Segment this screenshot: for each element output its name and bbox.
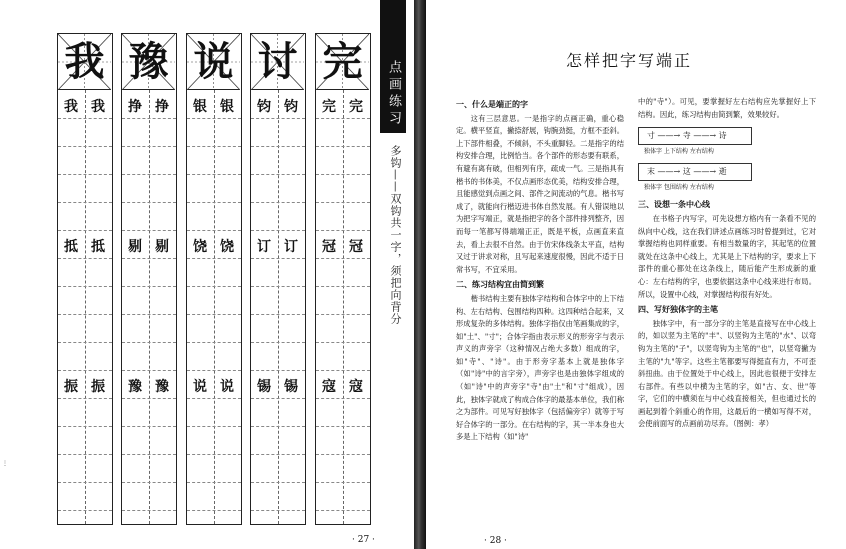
practice-char: 完	[322, 99, 336, 115]
grid-row-line	[58, 510, 112, 511]
practice-char: 说	[220, 379, 234, 395]
grid-row-line	[122, 118, 176, 119]
grid-row-line	[58, 146, 112, 147]
practice-char: 豫	[155, 379, 169, 395]
grid-row-line	[58, 286, 112, 287]
practice-char: 锡	[257, 379, 271, 395]
grid-row-line	[316, 482, 370, 483]
grid-row-line	[316, 174, 370, 175]
structure-diagram-2-caption: 独体字 包围结构 左右结构	[644, 183, 714, 191]
grid-row-line	[187, 342, 241, 343]
paragraph-continued: 中的"寺"）。可见，要掌握好左右结构应先掌握好上下结构。因此，练习结构由简到繁，效果较好。	[638, 97, 816, 119]
practice-column	[250, 33, 306, 525]
grid-center-line	[214, 90, 215, 524]
practice-char: 剔	[155, 239, 169, 255]
practice-char: 锡	[284, 379, 298, 395]
practice-column	[57, 33, 113, 525]
practice-column	[186, 33, 242, 525]
grid-row-line	[58, 258, 112, 259]
practice-char: 银	[220, 99, 234, 115]
model-char: 完	[322, 38, 363, 85]
grid-row-line	[316, 342, 370, 343]
grid-row-line	[251, 510, 305, 511]
book-gutter	[414, 0, 426, 549]
grid-row-line	[122, 314, 176, 315]
margin-marks: ⋮	[2, 460, 8, 467]
section-heading-1: 一、什么是端正的字	[456, 99, 528, 109]
grid-center-line	[343, 90, 344, 524]
grid-row-line	[122, 398, 176, 399]
grid-row-line	[122, 370, 176, 371]
practice-char: 抵	[91, 239, 105, 255]
grid-row-line	[122, 454, 176, 455]
practice-char: 饶	[193, 239, 207, 255]
side-label-black-text: 点画练习	[386, 60, 401, 128]
grid-row-line	[251, 398, 305, 399]
grid-row-line	[316, 230, 370, 231]
grid-row-line	[58, 370, 112, 371]
right-page	[426, 0, 846, 549]
grid-center-line	[278, 90, 279, 524]
practice-char: 完	[349, 99, 363, 115]
practice-char: 豫	[128, 379, 142, 395]
structure-diagram-2: 末 ——→ 这 ——→ 逝	[638, 163, 752, 181]
practice-char: 振	[64, 379, 78, 395]
grid-center-line	[149, 90, 150, 524]
text-column-2	[638, 96, 816, 431]
grid-row-line	[316, 202, 370, 203]
practice-char: 饶	[220, 239, 234, 255]
grid-row-line	[187, 454, 241, 455]
structure-diagram-1-caption: 独体字 上下结构 左右结构	[644, 148, 714, 156]
grid-row-line	[122, 482, 176, 483]
grid-row-line	[187, 482, 241, 483]
side-label-black	[380, 0, 406, 133]
practice-char: 挣	[128, 99, 142, 115]
section-heading-2: 二、练习结构宜由简到繁	[456, 279, 544, 290]
grid-row-line	[187, 174, 241, 175]
grid-row-line	[187, 258, 241, 259]
grid-row-line	[58, 202, 112, 203]
practice-char: 抵	[64, 239, 78, 255]
model-char: 说	[193, 38, 234, 85]
practice-char: 钧	[284, 99, 298, 115]
grid-row-line	[187, 426, 241, 427]
paragraph-3: 在书格子内写字，可先设想方格内有一条看不见的纵向中心线，这在我们讲述点画练习时曾提到过，它对掌握结构也同样重要。有相当数量的字，其起笔的位置就处在这条中心线上，尤其是上下结构的字，要求上下部件的重心都处在这条线上，随后能产生形成新的重心：左右结构的字，也要依据这条中心线来进行布局。所以，设置中心线，对掌握结构很有好处。	[638, 213, 816, 299]
grid-row-line	[251, 426, 305, 427]
grid-row-line	[251, 314, 305, 315]
grid-row-line	[122, 230, 176, 231]
grid-row-line	[251, 370, 305, 371]
text-column-1	[456, 96, 624, 444]
side-label-white	[380, 133, 406, 403]
grid-row-line	[187, 202, 241, 203]
practice-char: 振	[91, 379, 105, 395]
grid-row-line	[187, 314, 241, 315]
grid-row-line	[251, 146, 305, 147]
model-char: 讨	[257, 38, 298, 85]
grid-row-line	[251, 202, 305, 203]
practice-char: 冠	[349, 239, 363, 255]
grid-row-line	[58, 174, 112, 175]
grid-row-line	[316, 426, 370, 427]
practice-column	[121, 33, 177, 525]
paragraph-4: 独体字中，有一部分字的主笔是直接写在中心线上的，如以竖为主笔的"丰"、以竖钩为主笔的"水"、以弯钩为主笔的"子"，以竖弯钩为主笔的"也"，以竖弯撇为主笔的"九"等字。这些主笔都要写得挺直有力，不可歪斜扭曲。由于位置处于中心线上，因此也很便于安排左右部件。有些以中横为主笔的字，如"古、女、世"等字，它们的中横须在与中心线直接相关，但也通过长的画起到着个斜重心的作用，这最后的一横如写得不对，会使前面写的点画前功尽弃。（图例：孝）	[638, 318, 816, 429]
grid-row-line	[251, 482, 305, 483]
grid-row-line	[122, 286, 176, 287]
grid-row-line	[316, 370, 370, 371]
grid-row-line	[187, 286, 241, 287]
page-number-right: · 28 ·	[484, 536, 507, 546]
grid-center-line	[85, 90, 86, 524]
practice-char: 订	[284, 239, 298, 255]
practice-char: 银	[193, 99, 207, 115]
model-char-cell	[187, 34, 240, 90]
paragraph-2: 楷书结构主要有独体字结构和合体字中的上下结构、左右结构、包围结构四种。这四种结合起来，又形成复杂的多体结构。独体字指仅由笔画集成的字，如"土"、"寸"；合体字指由表示形义的形旁字与表示声义的声旁字（这种情况占绝大多数）组成的字，如"寺"、"诗"。由于形旁字基本上就是独体字（如"诗"中的言字旁），声旁字也是由独体字组成的（如"诗"中的声旁字"寺"由"土"和"寸"组成），因此，独体字就成了构成合体字的最基本单位，我们称之为部件。可见写好独体字（包括偏旁字）就等于写好合体字的一部分。在右结构的字，其一半本身也大多是上下结构（如"诗"	[456, 293, 624, 442]
practice-char: 冠	[322, 239, 336, 255]
grid-row-line	[251, 342, 305, 343]
grid-row-line	[122, 202, 176, 203]
grid-row-line	[187, 370, 241, 371]
practice-char: 寇	[322, 379, 336, 395]
grid-row-line	[251, 286, 305, 287]
grid-row-line	[316, 118, 370, 119]
grid-row-line	[122, 510, 176, 511]
section-heading-3: 三、设想一条中心线	[638, 199, 710, 210]
practice-char: 挣	[155, 99, 169, 115]
grid-row-line	[58, 482, 112, 483]
left-page	[0, 0, 414, 549]
practice-char: 我	[64, 99, 78, 115]
grid-row-line	[316, 286, 370, 287]
grid-row-line	[316, 314, 370, 315]
grid-row-line	[316, 510, 370, 511]
practice-char: 剔	[128, 239, 142, 255]
grid-row-line	[187, 118, 241, 119]
model-char-cell	[316, 34, 369, 90]
section-heading-4: 四、写好独体字的主笔	[638, 304, 718, 315]
model-char-cell	[122, 34, 175, 90]
grid-row-line	[58, 314, 112, 315]
grid-row-line	[187, 230, 241, 231]
practice-char: 订	[257, 239, 271, 255]
grid-row-line	[58, 118, 112, 119]
grid-row-line	[187, 510, 241, 511]
practice-char: 钧	[257, 99, 271, 115]
grid-row-line	[122, 258, 176, 259]
grid-row-line	[58, 454, 112, 455]
grid-row-line	[58, 230, 112, 231]
grid-row-line	[122, 342, 176, 343]
grid-row-line	[122, 146, 176, 147]
grid-row-line	[251, 454, 305, 455]
grid-row-line	[58, 426, 112, 427]
paragraph-1: 这有三层意思。一是指字的点画正确，重心稳定。横平竖直，撇捺舒展，钩腕劲挺，方框不歪斜。上下部件相叠，不倾斜，不头重脚轻。二是指字的结构安排合理，比例恰当。各个部件的形态要有联系，有避有离有破，但相列有序，疏成一气。三是指具有楷书的书体美，不仅点画形态优美，结构安排合理，且能感觉到点画之间、部件之间流动的气息。楷书写成了，就能向行楷迈进书体自然发展。有人错误地以为把字写端正，就是指把字的各个部件排列整齐，因而每一笔都写得端端正正，既是平板，点画直来直去，看上去很不自然。由于仿宋体线条太平直，结构又过于讲求对称，且写起来速度很慢，因此不适于日常书写，不宜采用。	[456, 113, 624, 274]
grid-row-line	[58, 342, 112, 343]
model-char: 我	[64, 38, 105, 85]
grid-row-line	[122, 174, 176, 175]
grid-row-line	[58, 398, 112, 399]
page-title: 怎样把字写端正	[566, 51, 693, 70]
grid-row-line	[251, 258, 305, 259]
grid-row-line	[122, 426, 176, 427]
model-char: 豫	[128, 38, 169, 85]
grid-row-line	[187, 398, 241, 399]
model-char-cell	[251, 34, 304, 90]
grid-row-line	[251, 230, 305, 231]
grid-row-line	[251, 118, 305, 119]
structure-diagram-1: 寸 ——→ 寺 ——→ 诗	[638, 127, 752, 145]
grid-row-line	[316, 258, 370, 259]
grid-row-line	[316, 398, 370, 399]
model-char-cell	[58, 34, 111, 90]
practice-char: 我	[91, 99, 105, 115]
practice-char: 寇	[349, 379, 363, 395]
page-number-left: · 27 ·	[352, 535, 375, 545]
grid-row-line	[316, 146, 370, 147]
practice-column	[315, 33, 371, 525]
practice-char: 说	[193, 379, 207, 395]
side-label-white-text: 多钩——双钩共一字，须把向背分	[389, 145, 402, 325]
grid-row-line	[316, 454, 370, 455]
grid-row-line	[251, 174, 305, 175]
grid-row-line	[187, 146, 241, 147]
